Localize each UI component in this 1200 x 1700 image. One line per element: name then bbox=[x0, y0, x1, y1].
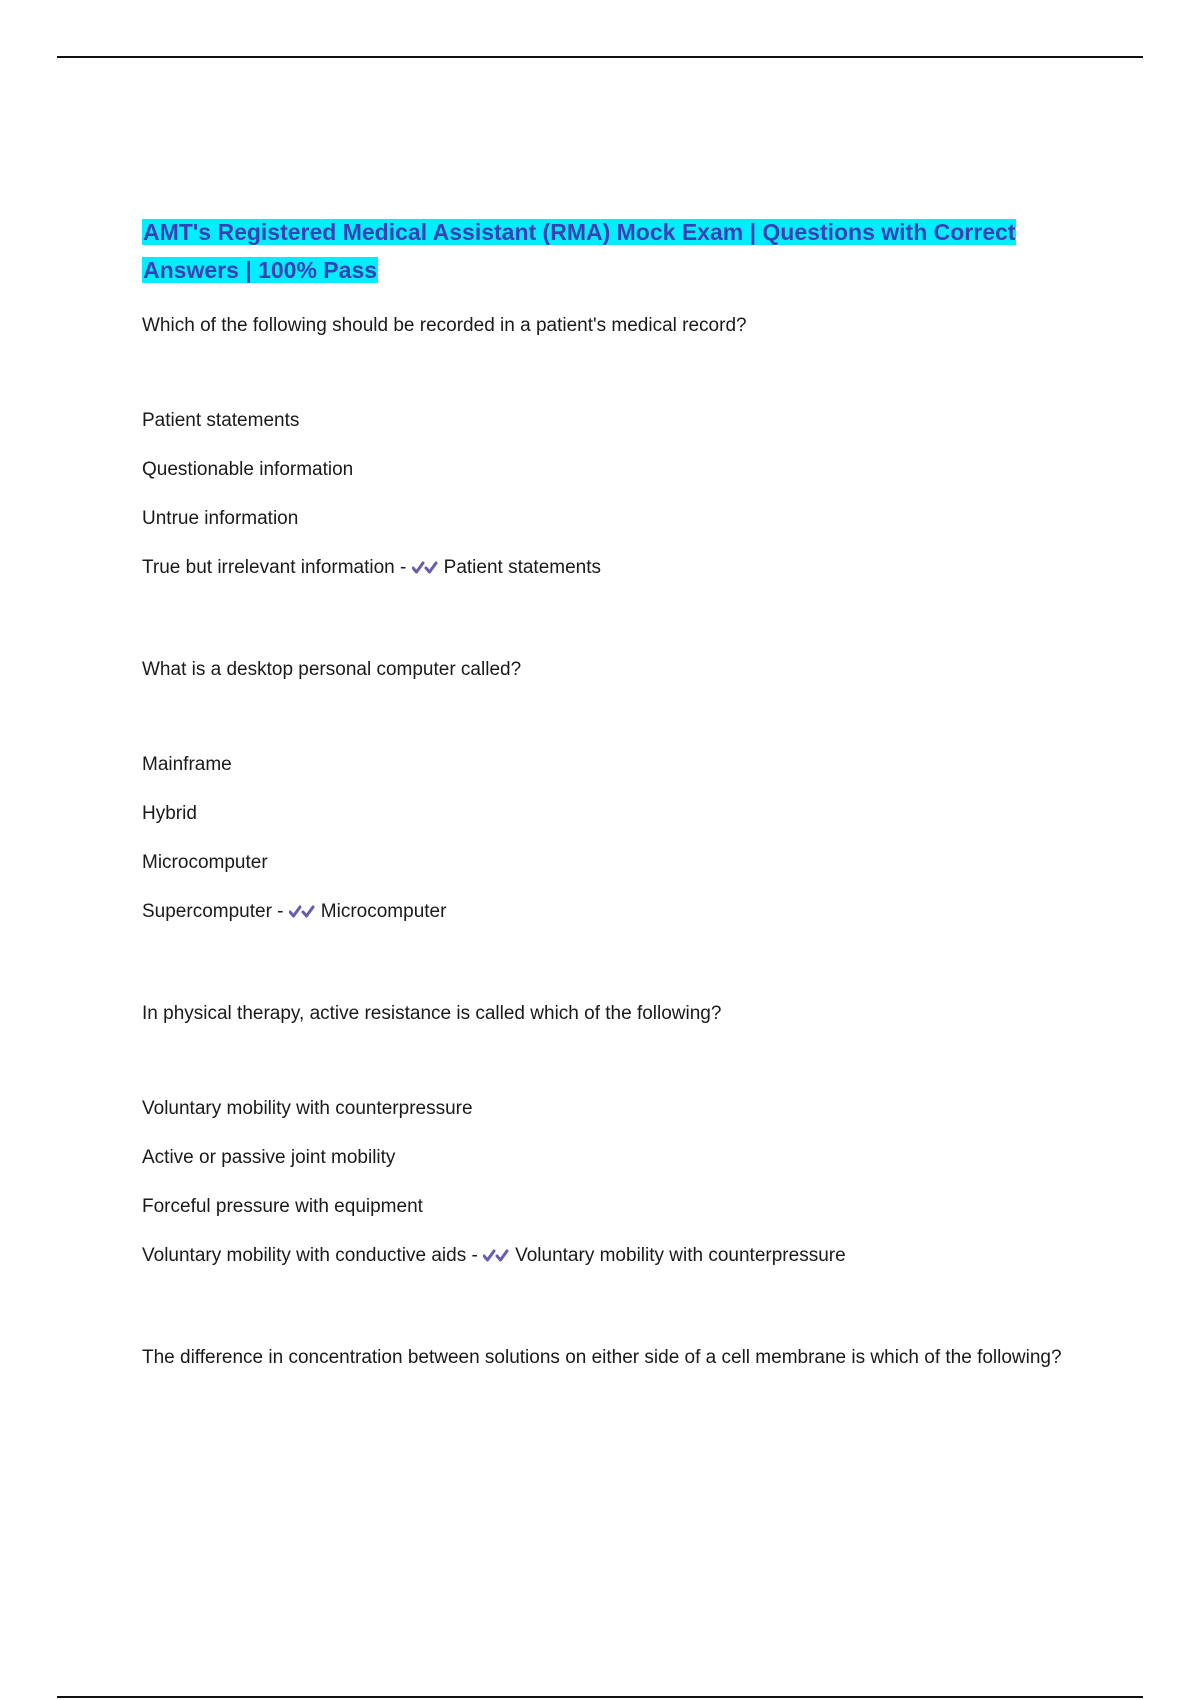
question-block bbox=[142, 653, 1062, 930]
answer-option: Voluntary mobility with counterpressure bbox=[142, 1098, 473, 1119]
double-check-icon bbox=[412, 557, 438, 577]
double-check-icon bbox=[483, 1245, 509, 1265]
answer-option: True but irrelevant information bbox=[142, 557, 395, 578]
top-rule bbox=[57, 56, 1143, 58]
answer-option: Untrue information bbox=[142, 508, 299, 529]
correct-answer: Microcomputer bbox=[320, 901, 447, 922]
question-block bbox=[142, 309, 1062, 586]
answer-option-with-answer bbox=[142, 1242, 1062, 1274]
separator: - bbox=[466, 1245, 484, 1266]
answer-option: Hybrid bbox=[142, 803, 197, 824]
correct-answer: Patient statements bbox=[443, 557, 602, 578]
answer-option: Forceful pressure with equipment bbox=[142, 1196, 423, 1217]
question-text: In physical therapy, active resistance is called which of the following? bbox=[142, 1003, 722, 1024]
correct-answer: Voluntary mobility with counterpressure bbox=[515, 1245, 846, 1266]
answer-option: Questionable information bbox=[142, 459, 354, 480]
document-body bbox=[142, 213, 1062, 1375]
answer-option: Patient statements bbox=[142, 410, 300, 431]
document-title-text: AMT's Registered Medical Assistant (RMA) Mock Exam | Questions with Correct Answers | 100% Pass bbox=[143, 219, 1016, 283]
answer-option: Active or passive joint mobility bbox=[142, 1147, 396, 1168]
document-title bbox=[142, 213, 1062, 289]
answer-option: Supercomputer bbox=[142, 901, 272, 922]
question-block bbox=[142, 997, 1062, 1274]
question-block bbox=[142, 1341, 1062, 1375]
question-text: The difference in concentration between solutions on either side of a cell membrane is which of the following? bbox=[142, 1347, 1062, 1368]
question-text: Which of the following should be recorded in a patient's medical record? bbox=[142, 315, 747, 336]
answer-option-with-answer bbox=[142, 554, 1062, 586]
separator: - bbox=[271, 901, 289, 922]
question-text: What is a desktop personal computer called? bbox=[142, 659, 522, 680]
separator: - bbox=[394, 557, 412, 578]
bottom-rule bbox=[57, 1696, 1143, 1698]
answer-option: Microcomputer bbox=[142, 852, 268, 873]
answer-option-with-answer bbox=[142, 898, 1062, 930]
answer-option: Mainframe bbox=[142, 754, 232, 775]
double-check-icon bbox=[289, 901, 315, 921]
answer-option: Voluntary mobility with conductive aids bbox=[142, 1245, 467, 1266]
